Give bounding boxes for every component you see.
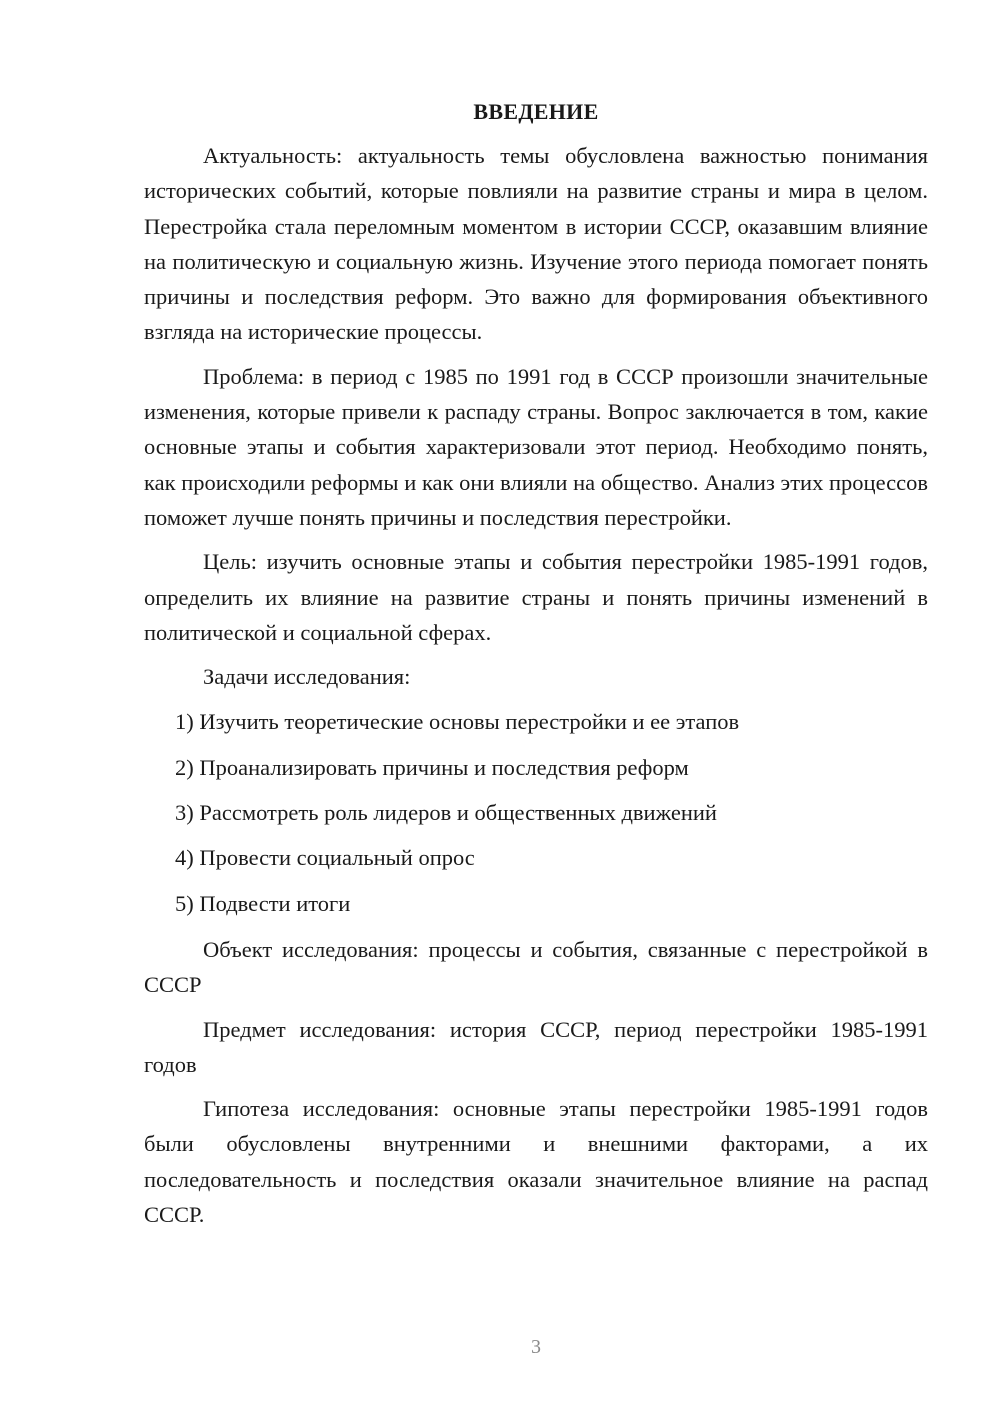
paragraph-relevance: Актуальность: актуальность темы обусловлена важностью понимания исторических событий, которые повлияли на развитие страны и мира в целом. Перестройка стала переломным моментом в истории СССР, оказавшим влияние на политическую и социальную жизнь. Изучение этого периода помогает понять причины и последствия реформ. Это важно для формирования объективного взгляда на исторические процессы. <box>144 143 928 345</box>
page-title: ВВЕДЕНИЕ <box>473 99 599 124</box>
paragraph-object: Объект исследования: процессы и события, связанные с перестройкой в СССР <box>144 936 928 998</box>
task-item: 2) Проанализировать причины и последствия реформ <box>175 754 689 780</box>
page-number: 3 <box>531 1336 541 1358</box>
tasks-heading: Задачи исследования: <box>203 664 411 690</box>
task-item: 1) Изучить теоретические основы перестройки и ее этапов <box>175 709 740 735</box>
paragraph-subject: Предмет исследования: история СССР, период перестройки 1985-1991 годов <box>144 1016 928 1077</box>
paragraph-goal: Цель: изучить основные этапы и события перестройки 1985-1991 годов, определить их влияние на развитие страны и понять причины изменений в политической и социальной сферах. <box>144 549 928 645</box>
paragraph-hypothesis: Гипотеза исследования: основные этапы перестройки 1985-1991 годов были обусловлены внутренними и внешними факторами, а их последовательность и последствия оказали значительное влияние на распад СССР. <box>144 1096 928 1228</box>
task-item: 5) Подвести итоги <box>175 890 351 916</box>
task-item: 3) Рассмотреть роль лидеров и общественных движений <box>175 800 717 826</box>
paragraph-problem: Проблема: в период с 1985 по 1991 год в СССР произошли значительные изменения, которые привели к распаду страны. Вопрос заключается в том, какие основные этапы и события характеризовали этот период. Необходимо понять, как происходили реформы и как они влияли на общество. Анализ этих процессов поможет лучше понять причины и последствия перестройки. <box>144 363 928 530</box>
tasks-list <box>144 704 928 920</box>
page-content <box>144 96 928 1232</box>
task-item: 4) Провести социальный опрос <box>175 845 475 871</box>
